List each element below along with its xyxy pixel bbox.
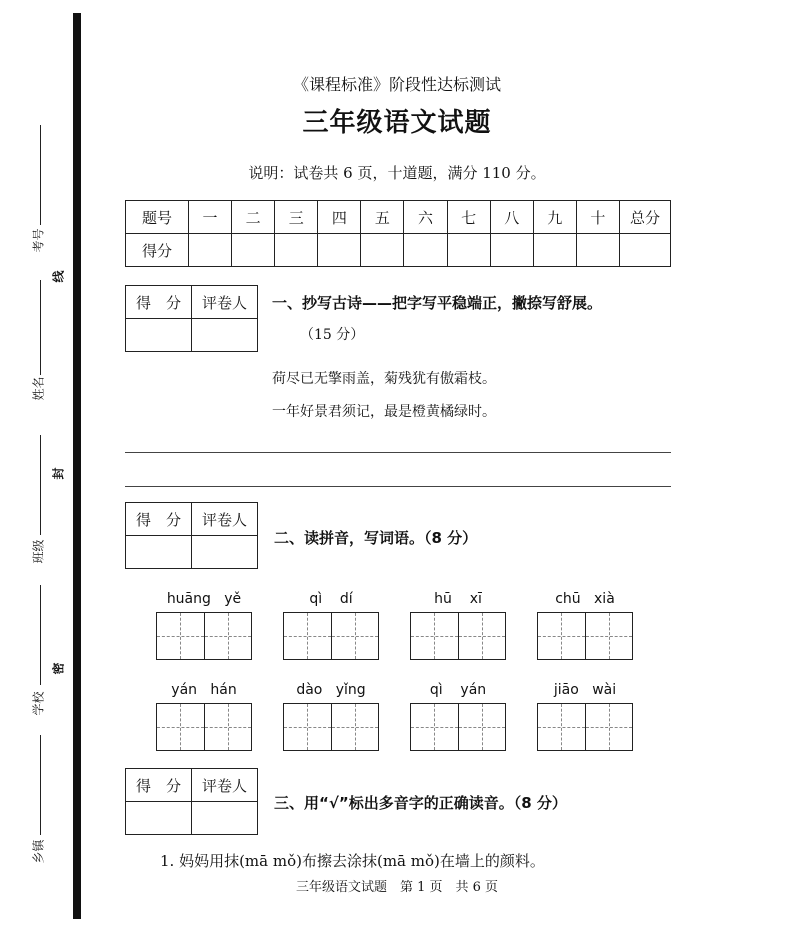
question-1-points: （15 分） [300,327,365,343]
score-cell[interactable] [620,234,671,267]
question-3-item-1: 1. 妈妈用抹(mā mǒ)布擦去涂抹(mā mǒ)在墙上的颜料。 [160,852,545,870]
seal-mark-line: 线 [51,270,66,283]
seal-mark-secret: 密 [51,662,66,675]
pinyin-label: yán hán [171,682,237,698]
score-cell[interactable] [275,234,318,267]
grader-score-cell[interactable] [126,802,192,835]
page-footer: 三年级语文试题 第 1 页 共 6 页 [295,880,499,895]
grader-label: 评卷人 [192,286,258,319]
writing-line[interactable] [125,452,671,453]
field-line-name [40,280,41,375]
question-2-title: 二、读拼音，写词语。（8 分） [274,529,478,547]
field-label-town: 乡镇 [31,839,46,864]
pinyin-label: qì yán [429,682,487,698]
writing-grid[interactable] [156,612,252,660]
writing-grid[interactable] [537,703,633,751]
table-row [126,234,671,267]
score-cell[interactable] [576,234,619,267]
poem-line-2: 一年好景君须记，最是橙黄橘绿时。 [272,404,496,420]
row-label-question: 题号 [126,201,189,234]
column-header: 三 [275,201,318,234]
field-label-class: 班级 [31,539,46,564]
table-row [126,201,671,234]
grader-score-label: 得 分 [126,286,192,319]
field-label-exam-number: 考号 [31,228,46,253]
score-cell[interactable] [490,234,533,267]
grader-score-label: 得 分 [126,503,192,536]
score-cell[interactable] [447,234,490,267]
pinyin-label: hū xī [434,591,482,607]
pinyin-label: chū xià [555,591,615,607]
writing-grid[interactable] [283,703,379,751]
score-cell[interactable] [189,234,232,267]
field-label-name: 姓名 [31,376,46,401]
binding-line [73,13,81,919]
score-table [125,200,671,267]
column-header: 四 [318,201,361,234]
grader-box [125,768,258,835]
writing-line[interactable] [125,486,671,487]
column-header: 一 [189,201,232,234]
question-1-title: 一、抄写古诗——把字写平稳端正，撇捺写舒展。 [272,294,603,312]
field-line-school [40,585,41,685]
column-header: 七 [447,201,490,234]
row-label-score: 得分 [126,234,189,267]
grader-score-label: 得 分 [126,769,192,802]
grader-box [125,285,258,352]
writing-grid[interactable] [410,703,506,751]
field-line-class [40,435,41,535]
field-line-town [40,735,41,835]
writing-grid[interactable] [283,612,379,660]
column-header: 九 [533,201,576,234]
score-cell[interactable] [318,234,361,267]
grader-box [125,502,258,569]
writing-grid[interactable] [410,612,506,660]
score-cell[interactable] [404,234,447,267]
page-title: 三年级语文试题 [302,108,492,138]
score-cell[interactable] [533,234,576,267]
pinyin-label: huāng yě [166,591,242,607]
column-header: 六 [404,201,447,234]
poem-line-1: 荷尽已无擎雨盖，菊残犹有傲霜枝。 [272,371,496,387]
pinyin-label: dào yǐng [296,682,366,698]
grader-name-cell[interactable] [192,536,258,569]
exam-note: 说明：试卷共 6 页，十道题，满分 110 分。 [248,164,546,182]
question-3-title: 三、用“√”标出多音字的正确读音。（8 分） [274,794,567,812]
grader-label: 评卷人 [192,769,258,802]
score-cell[interactable] [361,234,404,267]
column-header: 八 [490,201,533,234]
grader-name-cell[interactable] [192,802,258,835]
grader-label: 评卷人 [192,503,258,536]
column-header-total: 总分 [620,201,671,234]
writing-grid[interactable] [156,703,252,751]
seal-mark-seal: 封 [51,467,66,480]
exam-subtitle: 《课程标准》阶段性达标测试 [292,75,501,94]
pinyin-label: qì dí [309,591,353,607]
column-header: 二 [232,201,275,234]
field-label-school: 学校 [31,691,46,716]
grader-score-cell[interactable] [126,536,192,569]
column-header: 十 [576,201,619,234]
column-header: 五 [361,201,404,234]
writing-grid[interactable] [537,612,633,660]
grader-score-cell[interactable] [126,319,192,352]
pinyin-label: jiāo wài [553,682,617,698]
grader-name-cell[interactable] [192,319,258,352]
score-cell[interactable] [232,234,275,267]
